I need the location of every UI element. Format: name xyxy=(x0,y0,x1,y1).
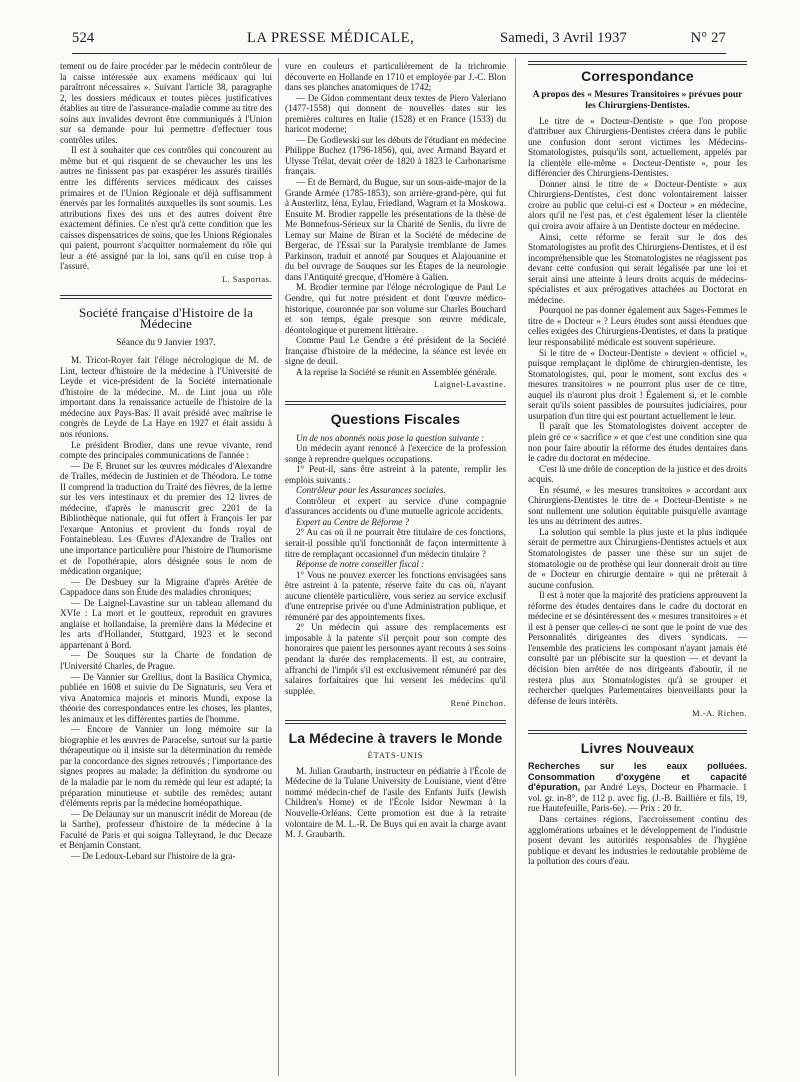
paragraph: 2° Au cas où il ne pourrait être titulaire de ces fonctions, serait-il possible qu'il fonctionnât de façon intermittente à titre de remplaçant occasionnel d'un médecin titulaire ? xyxy=(285,527,506,559)
paragraph: La solution qui semble la plus juste et la plus indiquée serait de permettre aux Chirurgiens-Dentistes actuels et aux Stomatologistes de passer une thèse sur un sujet de stomatologie ou de prothèse qui leur donnerait droit au titre de « Docteur en chirurgie dentaire » qui ne prêterait à aucune confusion. xyxy=(528,526,747,590)
column-middle xyxy=(285,61,506,840)
paragraph: tement ou de faire procéder par le médecin contrôleur de la caisse intéressée aux examens médicaux qui lui paraîtront nécessaires ». Suivant l'article 38, paragraphe 2, les dossiers médicaux et toutes pièces justificatives établies au titre de l'assurance-maladie comme au titre des soins aux invalides devront être communiqués à l'Union sur sa demande pour lui permettre d'effectuer tous contrôles utiles. xyxy=(60,61,272,145)
paragraph: — De Godlewski sur les débuts de l'étudiant en médecine Philippe Buchez (1796-1856), qui, avec Armand Bayard et Ulysse Trélat, devait créer de 1820 à 1823 le Carbonarisme français. xyxy=(285,134,506,177)
section-rule xyxy=(60,295,272,299)
paragraph: A la reprise la Société se réunit en Assemblée générale. xyxy=(296,366,497,377)
column-divider xyxy=(515,58,516,1076)
paragraph: — De F. Brunet sur les œuvres médicales d'Alexandre de Tralles, médecin de Justinien et de Théodora. Le tome II comprend la traduction du Traité des fièvres, de la lettre sur les vers intestinaux et du premier des 12 livres de médecine, d'après le manuscrit grec 2201 de la Bibliothèque nationale, qui fut offert à François Ier par l'exarque Antonius et provient du fonds royal de Fontainebleau. Les Œuvres d'Alexandre de Tralles ont une importance particulière pour l'histoire de l'humorisme et de l'opothérapie, alors désignée sous le nom de médication organique; xyxy=(60,460,272,577)
book-title: Recherches sur les eaux polluées. Consommation d'oxygène et capacité d'épuration, xyxy=(528,761,747,793)
paragraph: Dans certaines régions, l'accroissement continu des agglomérations urbaines et le développement de l'industrie posent devant les autorités responsables de l'hygiène publique et devant les industries le redoutable problème de la pollution des cours d'eau. xyxy=(528,814,747,867)
paragraph: En résumé, « les mesures transitoires » accordant aux Chirurgiens-Dentistes le titre de « Docteur-Dentiste » ne sont nullement une solution équitable puisqu'elle avantage les uns au détriment des autres. xyxy=(528,484,747,527)
paragraph: — De Vannier sur Grellius, dont la Basilica Chymica, publiée en 1608 et suivie du De Signaturis, seu Vera et viva Anatomica majoris et minoris Mundi, expose la théorie des correspondances entre les choses, les plantes, les animaux et les différentes parties de l'homme. xyxy=(60,671,272,724)
paragraph: 1° Peut-il, sans être astreint à la patente, remplir les emplois suivants : xyxy=(285,464,506,485)
section-title: Questions Fiscales xyxy=(330,410,461,427)
country-heading: ÉTATS-UNIS xyxy=(367,751,424,761)
paragraph: M. Tricot-Royer fait l'éloge nécrologique de M. de Lint, lecteur d'histoire de la médecine à l'Université de Leyde et vice-président de la Société internationale d'histoire de la médecine. M. de Lint joua un rôle important dans la renaissance actuelle de l'histoire de la médecine aux Pays-Bas. Il avait présidé avec maîtrise le congrès de Leyde de La Haye en 1927 et était assidu à nos réunions. xyxy=(60,355,272,439)
page-number: 524 xyxy=(72,30,95,46)
paragraph: Contrôleur et expert au service d'une compagnie d'assurances accidents ou d'une mutuelle agricole accidents. xyxy=(285,495,506,517)
paragraph: Il paraît que les Stomatologistes doivent accepter de plein gré ce « sacrifice » et que c'est une condition sine qua non pour faire aboutir la réforme des études dentaires dans le cadre du doctorat en médecine. xyxy=(528,421,747,464)
paragraph: Le titre de « Docteur-Dentiste » que l'on propose d'attribuer aux Chirurgiens-Dentistes créera dans le public une confusion dont seront victimes les Médecins-Stomatologistes, puisqu'ils sont, actuellement, appelés par la clientèle elle-même « Docteur-Dentiste », pour les différencier des Chirurgiens-Dentistes. xyxy=(528,115,747,179)
header-rule xyxy=(72,53,726,54)
paragraph: 1° Vous ne pouvez exercer les fonctions envisagées sans être astreint à la patente, réserve faite du cas où, n'ayant aucune clientèle particulière, vous seriez au service exclusif d'une entreprise privée ou d'une Administration publique, et rémunéré par des appointements fixes. xyxy=(285,569,506,622)
paragraph: — De Desbuey sur la Migraine d'après Arétée de Cappadoce dans son Étude des maladies chroniques; xyxy=(60,576,272,598)
column-right xyxy=(528,61,747,867)
session-date: Séance du 9 Janvier 1937. xyxy=(116,337,216,348)
running-header xyxy=(72,30,726,52)
book-entry xyxy=(528,761,747,814)
column-left xyxy=(60,61,272,861)
section-rule xyxy=(285,720,506,724)
book-details: par André Leys, Docteur en Pharmacie. 1 vol. gr. in-8°, de 112 p. avec fig. (J.-B. Baillière et fils, 19, rue Hautefeuille, Paris-6e). — Prix : 20 fr. xyxy=(528,782,747,814)
paragraph: Pourquoi ne pas donner également aux Sages-Femmes le titre de « Docteur » ? Leurs études sont aussi étendues que celles exigées des Chirurgiens-Dentistes, et dans la pratique leur responsabilité médicale est souvent supérieure. xyxy=(528,305,747,348)
paragraph: — De Delaunay sur un manuscrit inédit de Moreau (de la Sarthe), professeur d'histoire de la médecine à la Faculté de Paris et qui soigna Talleyrand, le duc Decaze et Benjamin Constant. xyxy=(60,808,272,851)
paragraph: Un de nos abonnés nous pose la question suivante : xyxy=(296,432,485,443)
paragraph: Un médecin ayant renoncé à l'exercice de la profession songe à reprendre quelques occupations. xyxy=(285,443,506,464)
column-divider xyxy=(278,58,279,1076)
section-title: Correspondance xyxy=(581,68,694,84)
signature: René Pinchon. xyxy=(450,699,506,709)
section-title: Société française d'Histoire de la Médecine xyxy=(79,305,253,332)
paragraph: Il est à souhaiter que ces contrôles qui concourent au même but et qui risquent de se chevaucher les uns les autres ne finissent pas par exaspérer les assurés tiraillés entre les différents services médicaux des caisses primaires et de l'Union Régionale et déjà suffisamment énervés par les formalités auxquelles ils sont soumis. Les attributions fixes des uns et des autres doivent être exactement définies. Ce n'est qu'à cette condition que les caisses dispensatrices de soins, que les Unions Régionales qui paient, pourront s'acquitter normalement du rôle qui leur a été assigné par la loi, sans qu'il en cuise trop à l'assuré. xyxy=(60,145,272,272)
issue-date: Samedi, 3 Avril 1937 xyxy=(500,30,627,46)
signature: Laignel-Lavastine. xyxy=(433,380,506,390)
paragraph: Il est à noter que la majorité des praticiens approuvent la réforme des études dentaires dans le cadre du doctorat en médecine et se désintéressent des « mesures transitoires » et il est à penser que celles-ci ne sont que le point de vue des Personnalités dirigeantes des divers syndicats. — l'ensemble des praticiens les composant n'ayant jamais été consulté par un plébiscite sur la question — et devant la décision bien arrêtée de nos dirigeants d'aboutir, il ne restera plus aux Stomatologistes qu'à se grouper et rechercher quelques Parlementaires bienveillants pour la défense de leurs intérêts. xyxy=(528,590,747,706)
letter-subject: A propos des « Mesures Transitoires » prévues pour les Chirurgiens-Dentistes. xyxy=(532,89,743,111)
paragraph: — Encore de Vannier un long mémoire sur la biographie et les œuvres de Paracelse, surtout sur la partie thérapeutique où il insiste sur la détermination du remède par la concordance des signes retrouvés ; l'importance des signes propres au malade; la définition du syndrome ou de la maladie par le nom du remède qui leur est adapté; la préparation minutieuse et subtile des remèdes; autant d'éléments repris par la médecine homéopathique. xyxy=(60,724,272,809)
paragraph: 2° Un médecin qui assure des remplacements est imposable à la patente s'il perçoit pour son compte des honoraires que paient les personnes ayant recours à ses soins pendant la durée des remplacements. Il est, au contraire, affranchi de l'impôt s'il est exclusivement rémunéré par des salaires forfaitaires que lui versent les médecins qu'il supplée. xyxy=(285,622,506,696)
section-rule xyxy=(528,61,747,65)
paragraph: vure en couleurs et particulièrement de la trichromie découverte en Hollande en 1710 et employée par J.-C. Blon dans ses planches anatomiques de 1742; xyxy=(285,61,506,93)
paragraph: M. Brodier termine par l'éloge nécrologique de Paul Le Gendre, qui fut notre président et dont l'œuvre médico-historique, couronnée par son volume sur Charles Bouchard et son temps, égale presque son œuvre médicale, déontologique et purement littéraire. xyxy=(285,282,506,335)
paragraph: C'est là une drôle de conception de la justice et des droits acquis. xyxy=(528,463,747,485)
paragraph: — De Laignel-Lavastine sur un tableau allemand du XVIe : La mort et le goutteux, reproduit en gravures anglaise et hollandaise, la première dans la Médecine et les arts d'Hollander, Stuttgard, 1923 et le second appartenant à Bord. xyxy=(60,597,272,650)
journal-title: LA PRESSE MÉDICALE, xyxy=(247,30,415,46)
section-title: La Médecine à travers le Monde xyxy=(288,729,503,746)
issue-number: N° 27 xyxy=(690,30,726,46)
paragraph: — Et de Bernard, du Bugue, sur un sous-aide-major de la Grande Armée (1785-1853), son arrière-grand-père, qui fut à Austerlitz, Iéna, Eylau, Friedland, Wagram et la Moskowa. Ensuite M. Brodier rappelle les présentations de la thèse de Me Bonnefous-Sérieux sur la Charité de Senlis, du livre de Lemay sur Maine de Biran et la Société de médecine de Bergerac, de l'Essai sur la Paralysie tremblante de James Parkinson, traduit et annoté par Souques et Alajouanine et du bel ouvrage de Souques sur les Étapes de la neurologie dans l'Antiquité grecque, d'Homère à Galien. xyxy=(285,177,506,282)
signature: L. Sasportas. xyxy=(222,274,272,284)
section-title: Livres Nouveaux xyxy=(580,739,695,756)
paragraph: Si le titre de « Docteur-Dentiste » devient « officiel », puisque remplaçant le diplôme de chirurgien-dentiste, les Stomatologistes, qui, pour le moment, sont exclus des « mesures transitoires » ne pourront plus user de ce titre, auquel ils n'auront plus droit ! Également si, et le comble serait qu'ils soient passibles de poursuites judiciaires, pour usurpation d'un titre qui est pourtant actuellement le leur. xyxy=(528,347,747,421)
paragraph: Contrôleur pour les Assurances sociales. xyxy=(296,485,446,496)
section-rule xyxy=(528,730,747,734)
paragraph: — De Gidon commentant deux textes de Piero Valeriano (1477-1558) qui donnent de nouvelles dates sur les premières cultures en Italie (1528) et en France (1533) du haricot moderne; xyxy=(285,92,506,135)
paragraph: Comme Paul Le Gendre a été président de la Société française d'histoire de la médecine, la séance est levée en signe de deuil. xyxy=(285,335,506,367)
signature: M.-A. Richen. xyxy=(692,709,747,719)
paragraph: Donner ainsi le titre de « Docteur-Dentiste » aux Chirurgiens-Dentistes, c'est donc volontairement laisser croire au public que celui-ci est « Docteur » en médecine, alors qu'il ne l'est pas, et c'est également léser la clientèle qui croira avoir affaire à un Dentiste docteur en médecine. xyxy=(528,178,747,232)
paragraph: Expert au Centre de Réforme ? xyxy=(296,516,410,527)
paragraph: Réponse de notre conseiller fiscal : xyxy=(296,559,425,570)
paragraph: — De Souques sur la Charte de fondation de l'Université Charles, de Prague. xyxy=(60,650,272,671)
section-rule xyxy=(285,401,506,405)
paragraph: — De Ledoux-Lebard sur l'histoire de la gra- xyxy=(71,850,236,861)
paragraph: Le président Brodier, dans une revue vivante, rend compte des principales communications de l'année : xyxy=(60,439,272,461)
paragraph: M. Julian Graubarth, instructeur en pédiatrie à l'École de Médecine de la Tulane University de Louisiane, vient d'être nommé médecin-chef de l'asile des Enfants Juifs (Jewish Children's Home) et de l'École Isidor Newman à la Nouvelle-Orléans. Cette promotion est due à la retraite volontaire de M. L.-R. De Buys qui en avait la charge avant M. J. Graubarth. xyxy=(285,765,506,840)
paragraph: Ainsi, cette réforme se ferait sur le dos des Stomatologistes au profit des Chirurgiens-Dentistes, et il est incompréhensible que les Stomatologistes ne réagissent pas devant cette confusion qui serait légalisée par une loi et serait ainsi une atteinte à leurs droits acquis de médecins-spécialistes et aux prérogatives attachées au Doctorat en médecine. xyxy=(528,231,747,305)
